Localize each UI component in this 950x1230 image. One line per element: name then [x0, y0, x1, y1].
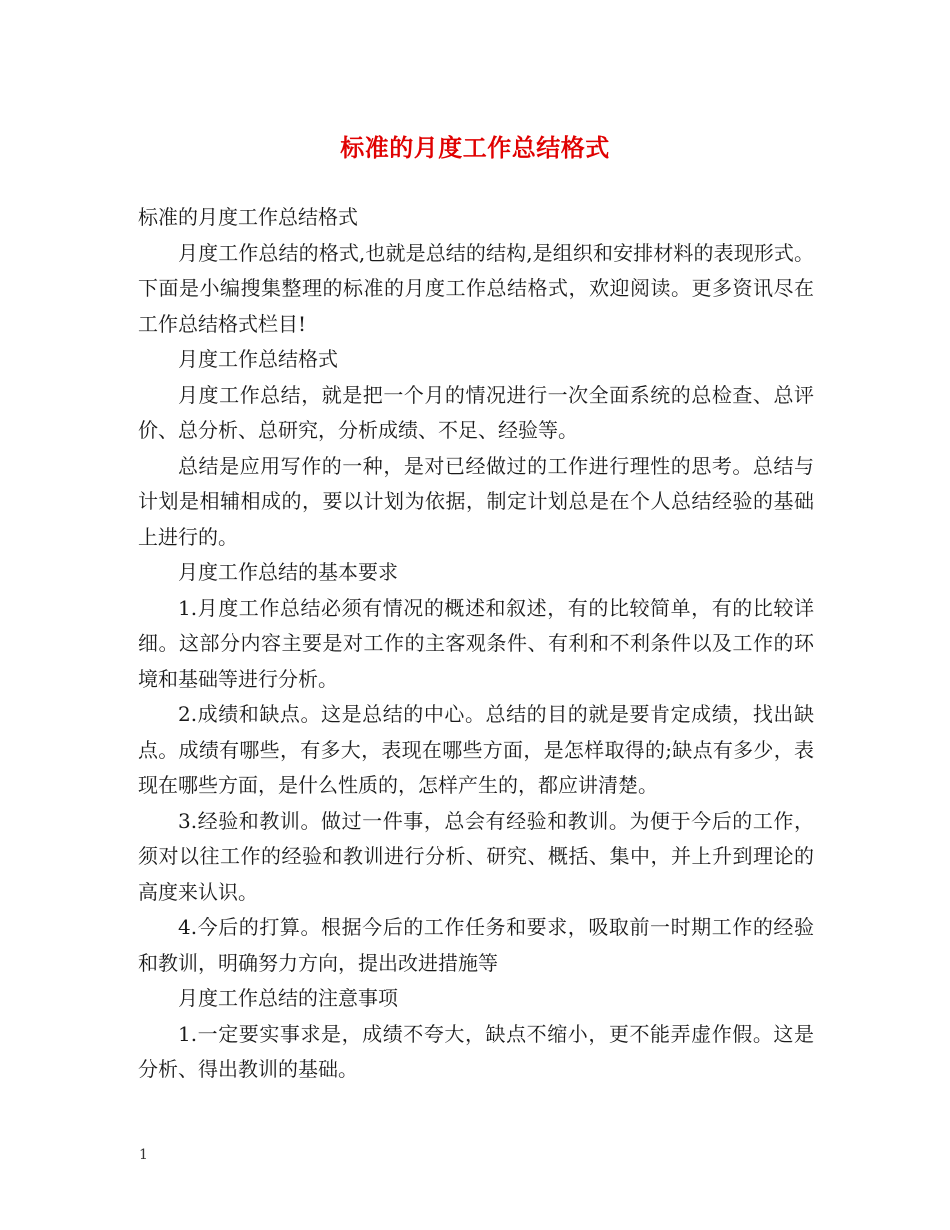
- document-body: [138, 200, 814, 1088]
- list-item: 4.今后的打算。根据今后的工作任务和要求，吸取前一时期工作的经验和教训，明确努力方向，提出改进措施等: [138, 915, 814, 975]
- list-item: 3.经验和教训。做过一件事，总会有经验和教训。为便于今后的工作，须对以往工作的经验和教训进行分析、研究、概括、集中，并上升到理论的高度来认识。: [138, 808, 814, 904]
- section-heading: 月度工作总结的注意事项: [178, 986, 398, 1010]
- section-heading: 月度工作总结的基本要求: [178, 560, 398, 584]
- page-number: 1: [139, 1147, 148, 1163]
- list-item: 2.成绩和缺点。这是总结的中心。总结的目的就是要肯定成绩，找出缺点。成绩有哪些，有多大，表现在哪些方面，是怎样取得的;缺点有多少，表现在哪些方面，是什么性质的，怎样产生的，都应讲清楚。: [138, 702, 814, 797]
- paragraph: 月度工作总结的格式,也就是总结的结构,是组织和安排材料的表现形式。下面是小编搜集整理的标准的月度工作总结格式，欢迎阅读。更多资讯尽在工作总结格式栏目!: [138, 240, 814, 336]
- intro-heading: 标准的月度工作总结格式: [138, 205, 358, 229]
- paragraph: 总结是应用写作的一种，是对已经做过的工作进行理性的思考。总结与计划是相辅相成的，要以计划为依据，制定计划总是在个人总结经验的基础上进行的。: [138, 453, 814, 549]
- list-item: 1.月度工作总结必须有情况的概述和叙述，有的比较简单，有的比较详细。这部分内容主要是对工作的主客观条件、有利和不利条件以及工作的环境和基础等进行分析。: [138, 595, 814, 691]
- section-heading: 月度工作总结格式: [178, 347, 338, 371]
- document-title: 标准的月度工作总结格式: [340, 133, 610, 162]
- list-item: 1.一定要实事求是，成绩不夸大，缺点不缩小，更不能弄虚作假。这是分析、得出教训的基础。: [138, 1021, 814, 1081]
- paragraph: 月度工作总结，就是把一个月的情况进行一次全面系统的总检查、总评价、总分析、总研究，分析成绩、不足、经验等。: [138, 382, 814, 442]
